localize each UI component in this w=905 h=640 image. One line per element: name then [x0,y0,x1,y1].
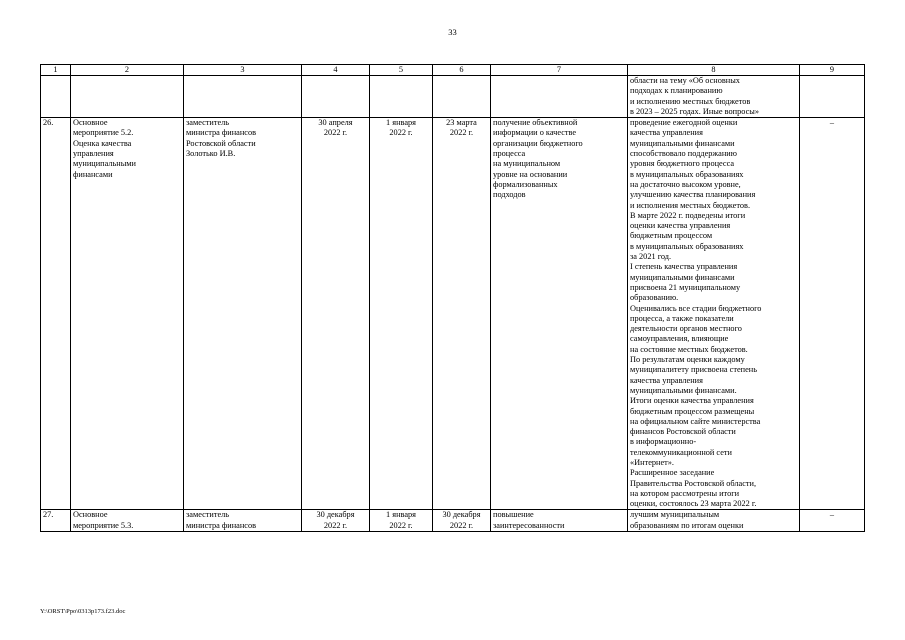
header-col-3: 3 [184,65,302,76]
actual-start-date [370,118,433,510]
cell-text-line: в информационно- [630,437,697,447]
cell-text-line: информации о качестве [493,128,577,138]
responsible-executor [184,510,302,532]
cont-col-8 [628,76,800,118]
cell-text-line: 30 апреля [318,118,353,128]
cell-text-line: лучшим муниципальным [630,510,720,520]
cell-text-line: Оценка качества [73,138,132,148]
cell-text-line: образованию. [630,293,679,303]
responsible-executor [184,118,302,510]
cell-text-line: министра финансов [186,520,257,530]
cont-col-2 [71,76,184,118]
cont-col-5 [370,76,433,118]
cell-text-line: на официальном сайте министерства [630,416,761,426]
cell-text-line: «Интернет». [630,457,675,467]
cell-text-line: Расширенное заседание [630,468,715,478]
cell-text-line: качества управления [630,375,703,385]
header-col-6: 6 [433,65,491,76]
cell-text-line: 2022 г. [323,128,348,138]
cell-text-line: I степень качества управления [630,262,738,272]
cell-text-line: 2022 г. [389,520,413,530]
cell-text-line: муниципальными финансами [630,138,735,148]
cell-text-line: 2022 г. [323,520,348,530]
cell-text-line: образованиям по итогам оценки [630,520,744,530]
cell-text-line: на состояние местных бюджетов. [630,344,748,354]
cell-text-line: телекоммуникационной сети [630,447,732,457]
cell-text-line: присвоена 21 муниципальному [630,282,741,292]
cell-text-line: подходов [493,190,526,200]
cell-text-line: Основное [73,118,108,128]
row-number: 27. [41,510,71,532]
actual-end-date [433,510,491,532]
cell-text-line: Ростовской области [186,138,256,148]
cell-text-line: на котором рассмотрены итоги [630,488,740,498]
cell-text-line: и исполнению местных бюджетов [630,96,751,106]
header-col-8: 8 [628,65,800,76]
cell-text-line: повышение [493,510,534,520]
cont-col-3 [184,76,302,118]
cell-text-line: 2022 г. [389,128,413,138]
header-col-5: 5 [370,65,433,76]
cell-text-line: подходах к планированию [630,86,723,96]
cell-text-line: оценки качества управления [630,221,731,231]
cont-col-9 [800,76,865,118]
cell-text-line: мероприятие 5.3. [73,520,134,530]
cell-text-line: получение объективной [493,118,578,128]
cont-col-6 [433,76,491,118]
header-col-4: 4 [302,65,370,76]
report-table [40,64,865,532]
cell-text-line: 30 декабря [316,510,355,520]
expected-result [491,510,628,532]
cell-text-line: бюджетным процессом [630,231,713,241]
cell-text-line: мероприятие 5.2. [73,128,134,138]
page-number: 33 [448,27,457,37]
cell-text-line: 1 января [386,510,416,520]
cell-text-line: В марте 2022 г. подведены итоги [630,210,746,220]
cell-text-line: министра финансов [186,128,257,138]
cell-text-line: 2022 г. [449,128,474,138]
activity-name [71,510,184,532]
cont-col-4 [302,76,370,118]
cell-text-line: Основное [73,510,108,520]
cell-text-line: в муниципальных образованиях [630,241,744,251]
cont-col-7 [491,76,628,118]
continuation-row [41,76,865,118]
cell-text-line: финансами [73,169,113,179]
cell-text-line: Золотько И.В. [186,149,236,159]
cell-text-line: заинтересованности [493,520,565,530]
cell-text-line: заместитель [186,118,230,128]
cell-text-line: оценки, состоялось 23 марта 2022 г. [630,499,757,509]
header-col-9: 9 [800,65,865,76]
cell-text-line: способствовало поддержанию [630,149,737,159]
cell-text-line: формализованных [493,179,558,189]
cell-text-line: муниципальными финансами. [630,385,737,395]
cell-text-line: финансов Ростовской области [630,427,736,437]
cell-text-line: в муниципальных образованиях [630,169,744,179]
activity-name [71,118,184,510]
row-number: 26. [41,118,71,510]
cont-col-1 [41,76,71,118]
cell-text-line: 2022 г. [449,520,474,530]
cell-text-line: 1 января [386,118,416,128]
cell-text-line: улучшению качества планирования [630,190,756,200]
planned-end-date [302,510,370,532]
header-col-7: 7 [491,65,628,76]
cell-text-line: самоуправления, влияющие [630,334,729,344]
table-row [41,118,865,510]
cell-text-line: бюджетным процессом размещены [630,406,755,416]
expected-result [491,118,628,510]
deviation-reasons: – [800,510,865,532]
cell-text-line: на достаточно высоком уровне, [630,179,741,189]
actual-end-date [433,118,491,510]
cell-text-line: муниципальными финансами [630,272,735,282]
cell-text-line: Итоги оценки качества управления [630,396,754,406]
header-col-1: 1 [41,65,71,76]
actual-start-date [370,510,433,532]
cell-text-line: организации бюджетного [493,138,583,148]
cell-text-line: качества управления [630,128,703,138]
cell-text-line: Правительства Ростовской области, [630,478,757,488]
actual-result [628,510,800,532]
cell-text-line: Оценивались все стадии бюджетного [630,303,762,313]
header-col-2: 2 [71,65,184,76]
cell-text-line: 30 декабря [442,510,481,520]
cell-text-line: процесса, а также показатели [630,313,734,323]
cell-text-line: деятельности органов местного [630,324,742,334]
cell-text-line: управления [73,149,114,159]
cell-text-line: процесса [493,149,526,159]
header-row [41,65,865,76]
cell-text-line: проведение ежегодной оценки [630,118,738,128]
cell-text-line: на муниципальном [493,159,561,169]
cell-text-line: заместитель [186,510,230,520]
cell-text-line: уровня бюджетного процесса [630,159,735,169]
actual-result [628,118,800,510]
deviation-reasons: – [800,118,865,510]
cell-text-line: По результатам оценки каждому [630,355,745,365]
cell-text-line: области на тему «Об основных [630,76,740,85]
cell-text-line: муниципальными [73,159,136,169]
planned-end-date [302,118,370,510]
cell-text-line: за 2021 год. [630,252,672,262]
document-file-path: Y:\ORST\Ppo\0313p173.f23.doc [40,608,126,615]
cell-text-line: 23 марта [446,118,477,128]
cell-text-line: уровне на основании [493,169,568,179]
cell-text-line: муниципалитету присвоена степень [630,365,758,375]
cell-text-line: и исполнения местных бюджетов. [630,200,751,210]
table-row [41,510,865,532]
cell-text-line: в 2023 – 2025 годах. Иные вопросы» [630,106,759,116]
